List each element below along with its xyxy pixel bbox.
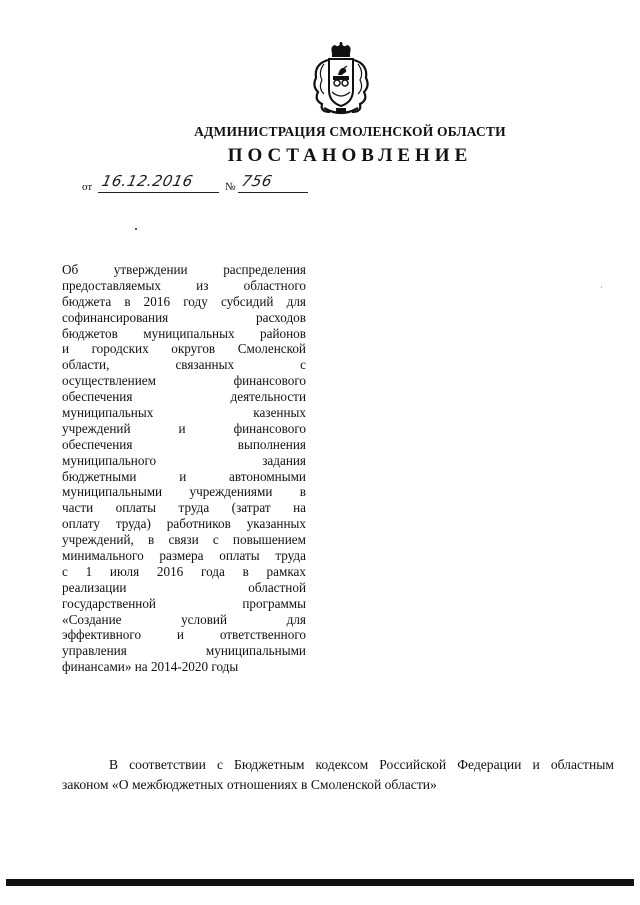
subject-line: учреждений и финансового — [62, 420, 306, 436]
subject-line: бюджетными и автономными — [62, 468, 306, 484]
subject-line: финансами» на 2014-2020 годы — [62, 659, 239, 675]
date-number-line — [82, 174, 322, 196]
preamble-line: законом «О межбюджетных отношениях в Смоленской области» — [62, 777, 437, 792]
scan-speck — [601, 286, 602, 288]
document-type-title: ПОСТАНОВЛЕНИЕ — [227, 145, 473, 166]
subject-line: государственной программы — [62, 595, 306, 611]
subject-line: обеспечения выполнения — [62, 436, 306, 452]
subject-line: софинансирования расходов — [62, 309, 306, 325]
date-label: от — [82, 181, 93, 193]
preamble-line: В соответствии с Бюджетным кодексом Российской Федерации и областным — [109, 757, 614, 772]
subject-line: «Создание условий для — [62, 611, 306, 627]
page-bottom-border — [6, 879, 634, 886]
subject-line: обеспечения деятельности — [62, 389, 306, 405]
number-underline — [238, 192, 308, 193]
subject-block — [62, 262, 306, 675]
date-underline — [98, 192, 219, 193]
subject-line: области, связанных с — [62, 357, 306, 373]
subject-line: осуществлением финансового — [62, 373, 306, 389]
subject-line: муниципальными учреждениями в — [62, 484, 306, 500]
subject-line: бюджетов муниципальных районов — [62, 325, 306, 341]
subject-line: муниципального задания — [62, 452, 306, 468]
subject-line: части оплаты труда (затрат на — [62, 500, 306, 516]
subject-line: учреждений, в связи с повышением — [62, 532, 306, 548]
subject-line: управления муниципальными — [62, 643, 306, 659]
coat-of-arms-icon — [308, 42, 374, 118]
subject-line: минимального размера оплаты труда — [62, 548, 306, 564]
subject-line: бюджета в 2016 году субсидий для — [62, 293, 306, 309]
subject-line: с 1 июля 2016 года в рамках — [62, 563, 306, 579]
subject-line: предоставляемых из областного — [62, 277, 306, 293]
subject-line: оплату труда) работников указанных — [62, 516, 306, 532]
handwritten-date: 16.12.2016 — [100, 172, 195, 190]
preamble-paragraph — [62, 755, 614, 795]
subject-line: муниципальных казенных — [62, 405, 306, 421]
subject-line: эффективного и ответственного — [62, 627, 306, 643]
handwritten-number: 756 — [240, 172, 275, 190]
subject-line: реализации областной — [62, 579, 306, 595]
agency-name: АДМИНИСТРАЦИЯ СМОЛЕНСКОЙ ОБЛАСТИ — [194, 124, 506, 139]
number-label: № — [225, 181, 236, 193]
subject-line: и городских округов Смоленской — [62, 341, 306, 357]
stray-mark — [135, 228, 137, 230]
subject-line: Об утверждении распределения — [62, 262, 306, 277]
